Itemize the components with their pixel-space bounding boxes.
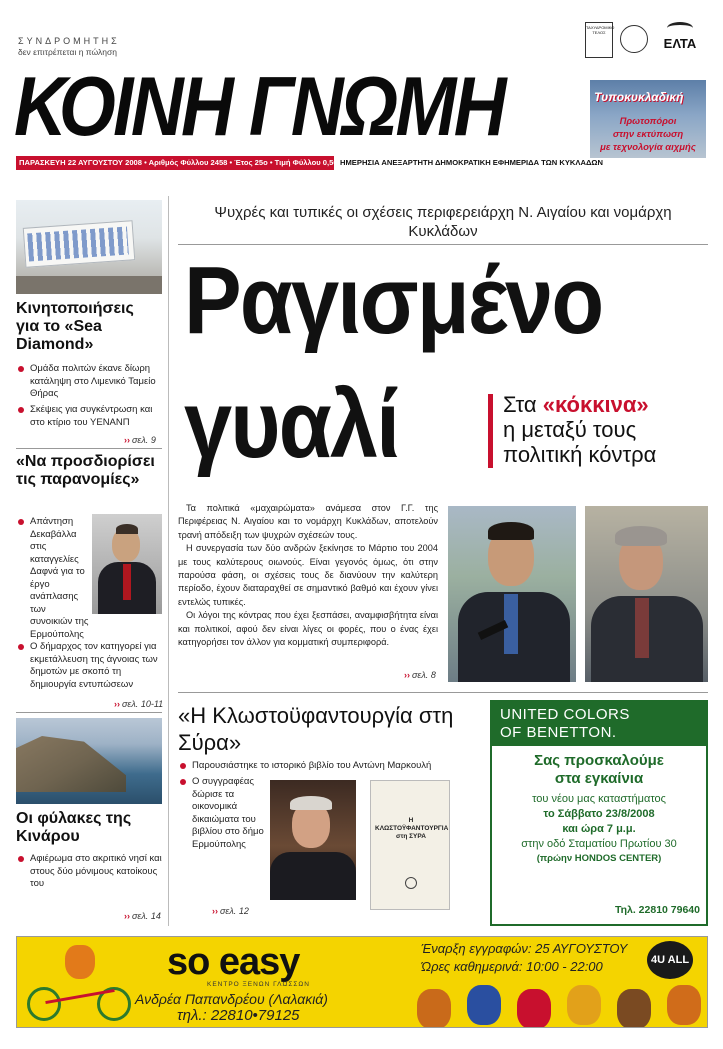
main-subhead [503, 392, 708, 467]
page-ref-text: σελ. 9 [132, 435, 156, 445]
author-photo [270, 780, 356, 900]
benetton-invite: Σας προσκαλούμε [534, 752, 664, 769]
elta-label: ΕΛΤΑ [663, 36, 697, 51]
bullet-text: Παρουσιάστηκε το ιστορικό βιβλίο του Αντώνη Μαρκουλή [192, 760, 432, 771]
seal-icon [620, 25, 648, 53]
mascot-icon [667, 985, 701, 1025]
dateline-bar [16, 156, 342, 170]
page-ref-text: σελ. 12 [220, 906, 249, 916]
bullet-icon [18, 366, 24, 372]
newspaper-title: ΚΟΙΝΗ ΓΝΩΜΗ [14, 59, 504, 153]
subhead-part-1: Στα [503, 392, 537, 417]
soeasy-logo: so easy [167, 941, 300, 983]
emblem-icon [405, 877, 417, 889]
bullet-text: Ο συγγραφέας δώρισε τα οικονομικά δικαιώματα του βιβλίου στο δήμο Ερμούπολης [192, 776, 264, 850]
bicycle-icon [27, 977, 137, 1021]
main-paragraph-3: Οι λόγοι της κόντρας που έχει ξεσπάσει, αναμφισβήτητα είναι και πολιτικοί, αφού δεν είναι λίγες οι φορές, που ο ένας έχει κατηγορήσει τον άλλον για κομματική συμπεριφορά. [178, 610, 438, 648]
bullet-icon [18, 519, 24, 525]
mid-bullet-2 [180, 776, 270, 851]
owl-icon [65, 945, 95, 979]
benetton-store: του νέου μας καταστήματος [532, 793, 666, 805]
main-paragraph-1: Τα πολιτικά «μαχαιρώματα» ανάμεσα στον Γ.Γ. της Περιφέρειας Ν. Αιγαίου και το νομάρχη Κυκλάδων, αποτελούν τρανή απόδειξη των ψυχρών σχέσεών τους. [178, 503, 438, 540]
printing-ad [590, 80, 706, 158]
tagline: ΗΜΕΡΗΣΙΑ ΑΝΕΞΑΡΤΗΤΗ ΔΗΜΟΚΡΑΤΙΚΗ ΕΦΗΜΕΡΙΔΑ ΤΩΝ ΚΥΚΛΑΔΩΝ [340, 158, 603, 167]
mascot-icon [417, 989, 451, 1028]
soeasy-subtitle: ΚΕΝΤΡΟ ΞΕΝΩΝ ΓΛΩΣΣΩΝ [207, 981, 310, 988]
bird-icon [667, 22, 693, 34]
soeasy-address: Ανδρέα Παπανδρέου (Λαλακιά) [135, 991, 328, 1007]
arrow-icon: ›› [212, 906, 218, 916]
bullet-text: Ο δήμαρχος τον κατηγορεί για εκμετάλλευση της άγνοιας των δημοτών με σκοπό τη δημιουργία εντυπώσεων [30, 641, 158, 690]
ad-line-1: Πρωτοπόροι [619, 116, 677, 127]
bullet-icon [18, 856, 24, 862]
column-divider [168, 196, 169, 926]
main-headline-1: Ραγισμένο [184, 247, 603, 354]
left3-page-ref[interactable] [124, 911, 161, 921]
left2-bullet-2 [18, 641, 164, 691]
bullet-text: Ομάδα πολιτών έκανε δίωρη κατάληψη στο Λιμενικό Ταμείο Θήρας [30, 363, 156, 399]
bullet-icon [180, 779, 186, 785]
book-cover [370, 780, 450, 910]
benetton-former: (πρώην HONDOS CENTER) [536, 853, 662, 864]
page-ref-text: σελ. 10-11 [122, 699, 164, 709]
prefect-photo [585, 506, 708, 682]
benetton-address: στην οδό Σταματίου Πρωτίου 30 [521, 838, 677, 850]
protest-photo [16, 200, 162, 294]
arrow-icon: ›› [404, 670, 410, 680]
brand-line-1: UNITED COLORS [500, 706, 630, 723]
main-paragraph-2: Η συνεργασία των δύο ανδρών ξεκίνησε το Μάρτιο του 2004 με τους καλύτερους οιωνούς. Είναι γεγονός όμως, ότι στην παρούσα φάση, οι σχέσεις τους δε διανύουν την καλύτερη περίοδο, έχουν διαταραχθεί σε σημαντικό βαθμό και έχουν γίνει εντελώς τυπικές. [178, 543, 438, 607]
bullet-text: Αφιέρωμα στο ακριτικό νησί και στους δύο μόνιμους κατοίκους του [30, 853, 162, 889]
benetton-time: και ώρα 7 μ.μ. [562, 823, 636, 835]
book-title: Η ΚΛΩΣΤΟΫΦΑΝΤΟΥΡΓΙΑ στη ΣΥΡΑ [375, 817, 449, 840]
page-ref-text: σελ. 8 [412, 670, 436, 680]
benetton-date: το Σάββατο 23/8/2008 [543, 808, 655, 820]
dateline: ΠΑΡΑΣΚΕΥΗ 22 ΑΥΓΟΥΣΤΟΥ 2008 • Αριθμός Φύλλου 2458 • Έτος 25ο • Τιμή Φύλλου 0,50€ [19, 158, 342, 167]
divider [16, 712, 162, 713]
mascot-icon [567, 985, 601, 1025]
ad-line-2: στην εκτύπωση [612, 129, 684, 140]
left1-headline: Κινητοποιήσεις για το «Sea Diamond» [16, 300, 134, 353]
bullet-icon [180, 763, 186, 769]
main-headline-2: γυαλί [184, 371, 399, 478]
benetton-opening: στα εγκαίνια [554, 770, 644, 787]
page-ref-text: σελ. 14 [132, 911, 161, 921]
divider [178, 692, 708, 693]
arrow-icon: ›› [124, 435, 130, 445]
subhead-part-2: η μεταξύ τους [503, 417, 637, 442]
mascot-icon [617, 989, 651, 1028]
mayor-photo [92, 514, 162, 614]
mascot-row [417, 985, 707, 1028]
left1-page-ref[interactable] [124, 435, 156, 445]
subscriber-note [18, 36, 168, 57]
bullet-icon [18, 644, 24, 650]
left2-headline: «Να προσδιορίσει τις παρανομίες» [16, 453, 155, 488]
main-kicker: Ψυχρές και τυπικές οι σχέσεις περιφερειάρχη Ν. Αιγαίου και νομάρχη Κυκλάδων [214, 204, 672, 240]
subhead-part-3: πολιτική κόντρα [503, 442, 657, 467]
bullet-text: Σκέψεις για συγκέντρωση και στο κτίριο του ΥΕΝΑΝΠ [30, 404, 153, 428]
left2-page-ref[interactable] [114, 699, 163, 709]
red-bar [488, 394, 493, 468]
subscriber-sublabel: δεν επιτρέπεται η πώληση [18, 47, 117, 57]
bullet-icon [18, 407, 24, 413]
arrow-icon: ›› [124, 911, 130, 921]
divider [16, 448, 162, 449]
4u-badge: 4U ALL [647, 941, 693, 979]
postal-stamp [585, 22, 613, 58]
benetton-ad [490, 700, 708, 926]
benetton-brand [492, 702, 706, 746]
mid-page-ref[interactable] [212, 906, 249, 916]
soeasy-ad [16, 936, 708, 1028]
subhead-red: «κόκκινα» [542, 392, 649, 417]
ad-brand: Τυποκυκλαδική [594, 90, 684, 104]
mascot-icon [517, 989, 551, 1028]
elta-logo [655, 22, 705, 58]
left3-bullet-1 [18, 853, 164, 891]
mid-headline: «Η Κλωστοϋφαντουργία στη Σύρα» [178, 703, 454, 755]
main-page-ref[interactable] [404, 670, 436, 680]
brand-line-2: OF BENETTON. [500, 724, 617, 741]
benetton-phone: Τηλ. 22810 79640 [614, 904, 700, 916]
divider [178, 244, 708, 245]
mid-bullet-1 [180, 760, 480, 773]
soeasy-phone: τηλ.: 22810•79125 [177, 1007, 300, 1024]
ad-line-3: με τεχνολογία αιχμής [600, 142, 696, 153]
soeasy-registration: Έναρξη εγγραφών: 25 ΑΥΓΟΥΣΤΟΥ [421, 941, 628, 956]
arrow-icon: ›› [114, 699, 120, 709]
island-photo [16, 718, 162, 804]
soeasy-hours: Ώρες καθημερινά: 10:00 - 22:00 [421, 959, 603, 974]
bullet-text: Απάντηση Δεκαβάλλα στις καταγγελίες Δαφνά για το έργο ανάπλασης των συνοικιών της Ερμούπολης [30, 516, 89, 640]
left1-bullet-2 [18, 404, 164, 429]
mascot-icon [467, 985, 501, 1025]
stamp-label: ΤΑΧΥΔΡΟΜΙΚΟ ΤΕΛΟΣ [586, 25, 615, 35]
main-body [178, 502, 438, 649]
left1-bullet-1 [18, 363, 164, 401]
subscriber-label: ΣΥΝΔΡΟΜΗΤΗΣ [18, 36, 120, 46]
left2-bullet-1 [18, 516, 90, 641]
left3-headline: Οι φύλακες της Κινάρου [16, 810, 132, 845]
regional-governor-photo [448, 506, 576, 682]
